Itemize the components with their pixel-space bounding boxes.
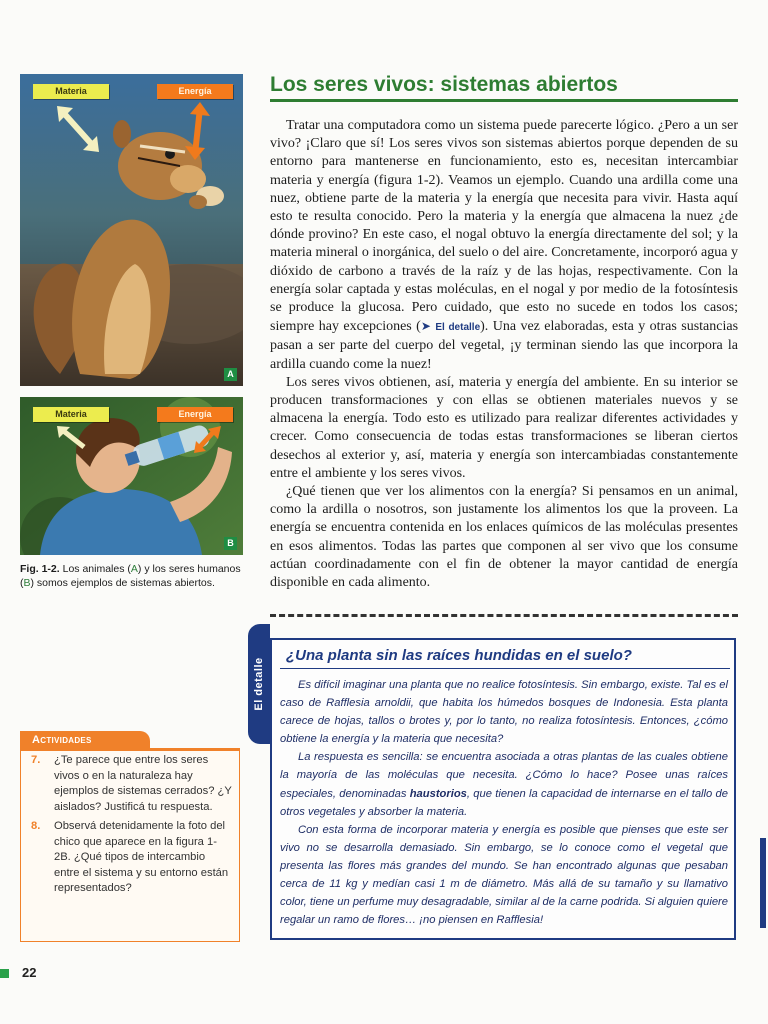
main-body (270, 117, 738, 592)
detail-body (280, 676, 728, 929)
caption-text: ) y los seres humanos ( (20, 563, 241, 589)
activities-list (28, 753, 232, 901)
activity-text: Observá detenidamente la foto del chico que aparece en la figura 1-2B. ¿Qué tipos de intercambio entre el sistema y su entorno están representados? (54, 820, 229, 894)
photo-boy-drinking (20, 397, 243, 555)
detail-paragraph-2: La respuesta es sencilla: se encuentra asociada a otras plantas de las cuales obtiene la mayoría de las moléculas que necesita. ¿Cómo lo hace? Posee unas raíces especiales, denominadas haustorios, que tienen la capacidad de internarse en el tallo de otros vegetales y absorber la materia. (280, 751, 728, 818)
page-marker (0, 969, 9, 978)
photo-squirrel (20, 74, 243, 386)
activity-item (28, 753, 232, 815)
detail-reference-link[interactable]: El detalle (435, 322, 481, 334)
caption-letter-a: A (130, 563, 138, 575)
double-arrow-icon (192, 425, 222, 455)
arrow-right-icon: ➤ (420, 319, 431, 334)
activity-item (28, 819, 232, 897)
tag-materia-a: Materia (33, 84, 109, 99)
caption-letter-b: B (23, 577, 31, 589)
tag-energia-b: Energía (157, 407, 233, 422)
paragraph-3: ¿Qué tienen que ver los alimentos con la energía? Si pensamos en un animal, como la ardilla o nosotros, son justamente los alimentos los que la proveen. La energía se encuentra contenida en los enlaces químicos de las moléculas presentes en esos alimentos. Todas las partes que componen al ser vivo que los consume actúan coordinadamente con el fin de obtener la mayor cantidad de energía disponible en cada alimento. (270, 484, 738, 591)
detail-tab: El detalle (248, 624, 270, 744)
detail-paragraph-1: Es difícil imaginar una planta que no realice fotosíntesis. Sin embargo, existe. Tal es el caso de Rafflesia arnoldii, que habita los húmedos bosques de Indonesia. Esta planta carece de hojas, tallos o brotes y, por lo tanto, no realiza fotosíntesis. Entonces, ¿cómo obtiene la energía y la materia que necesita? (280, 679, 728, 746)
figure-caption (20, 562, 246, 590)
detail-title: ¿Una planta sin las raíces hundidas en el suelo? (286, 647, 632, 664)
term-haustorios: haustorios (409, 787, 467, 800)
double-arrow-icon (183, 102, 213, 160)
activity-text: ¿Te parece que entre los seres vivos o en la naturaleza hay ejemplos de sistemas cerrados? ¿Y aislados? Justificá tu respuesta. (54, 754, 232, 813)
paragraph-1: Tratar una computadora como un sistema puede parecerte lógico. ¿Pero a un ser vivo? ¡Claro que sí! Los seres vivos son sistemas abiertos porque dependen de su entorno para mantenerse en funcionamiento, esto es, necesitan intercambiar materia y energía (figura 1-2). Veamos un ejemplo. Cuando una ardilla come una nuez, obtiene parte de la materia y la energía que necesita para vivir. Hasta aquí esto te resulta conocido. Pero la materia y la energía que almacena la nuez ¿de dónde provino? En este caso, el nogal obtuvo la energía directamente del sol; y la materia mineral o inorgánica, del suelo o del aire. Concretamente, incorporó agua y dióxido de carbono a través de la raíz y de las hojas, respectivamente. Con la energía solar captada y estas moléculas, en el nogal y por medio de la fotosíntesis se produce la glucosa. Pero cuidado, que esto no sucede en todos los casos; siempre hay excepciones (➤ El detalle). Una vez elaboradas, esta y otras sustancias pasan a ser parte del cuerpo del vegetal, ¡y terminan siendo las que incorpora la ardilla cuando come la nuez! (270, 118, 739, 372)
activities-header: Actividades (20, 731, 150, 749)
photo-letter-a: A (224, 368, 237, 381)
section-title: Los seres vivos: sistemas abiertos (270, 73, 618, 96)
section-divider (270, 614, 738, 617)
page-edge-bar (760, 838, 766, 928)
page-number: 22 (22, 965, 37, 980)
activity-number: 8. (31, 820, 41, 832)
detail-divider (280, 668, 730, 669)
tag-materia-b: Materia (33, 407, 109, 422)
photo-letter-b: B (224, 537, 237, 550)
double-arrow-icon (56, 425, 90, 451)
caption-text: Los animales ( (59, 563, 131, 575)
tag-energia-a: Energía (157, 84, 233, 99)
title-divider (270, 99, 738, 102)
figure-number: Fig. 1-2. (20, 563, 60, 575)
double-arrow-icon (55, 104, 103, 156)
paragraph-2: Los seres vivos obtienen, así, materia y energía del ambiente. En su interior se producen transformaciones y con ellas se obtienen materiales nuevos y se almacena la energía. Todo esto es utilizado para realizar diferentes actividades y crecer. Como consecuencia de todas estas transformaciones se liberan ciertos desechos al exterior y, así, materia y energía son intercambiadas constantemente entre el ambiente y los seres vivos. (270, 374, 738, 481)
activity-number: 7. (31, 754, 41, 766)
detail-paragraph-3: Con esta forma de incorporar materia y energía es posible que pienses que este ser vivo no se desarrolla demasiado. Sin embargo, se lo conoce como el vegetal que presenta las flores más grandes del mundo. Se han encontrado algunas que pesaban cerca de 11 kg y medían casi 1 m de diámetro. Más allá de su tamaño y su llamativo color, tiene un perfume muy desagradable, similar al de la carne podrida. Si alguien quiere regalar un ramo de flores… ¡no piensen en Rafflesia! (280, 823, 728, 927)
caption-text: ) somos ejemplos de sistemas abiertos. (30, 577, 215, 589)
